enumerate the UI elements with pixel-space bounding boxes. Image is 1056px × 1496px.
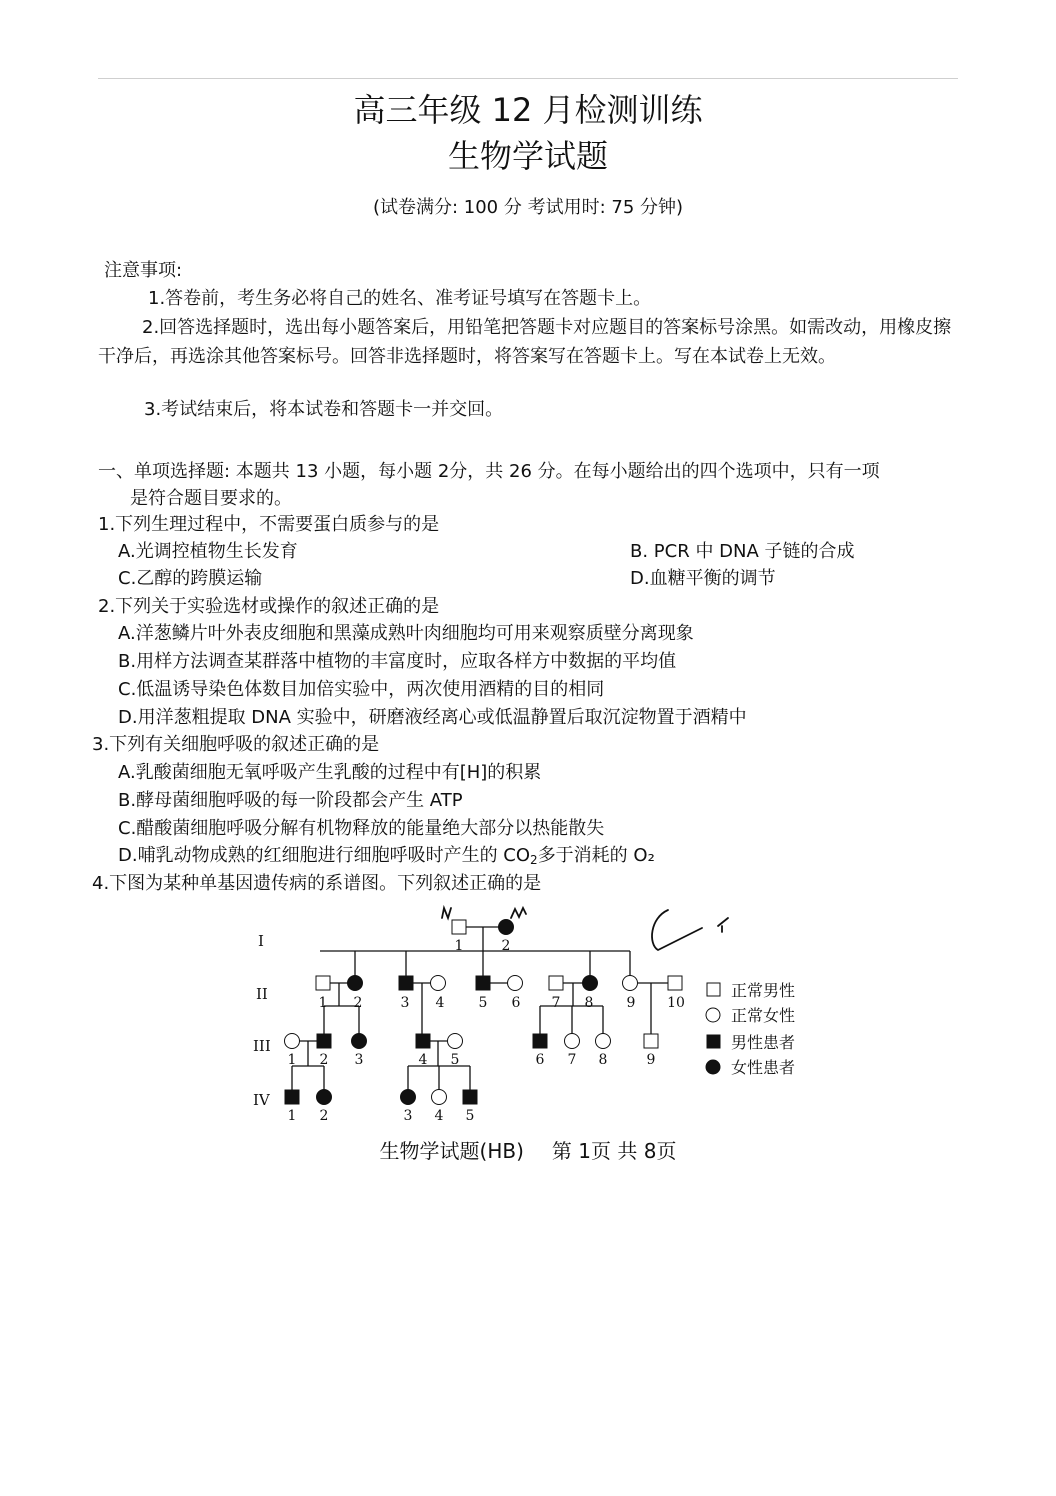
affected-female-symbol	[401, 1090, 416, 1105]
legend-affected-male: 男性患者	[731, 1033, 796, 1052]
option-b: B.酵母菌细胞呼吸的每一阶段都会产生 ATP	[118, 790, 463, 811]
footer-page-number: 第 1页 共 8页	[551, 1139, 677, 1163]
individual-number: 7	[551, 995, 561, 1011]
legend-normal-male-icon	[707, 983, 720, 996]
individual-number: 9	[646, 1052, 656, 1068]
individual-number: 5	[450, 1052, 460, 1068]
affected-female-symbol	[317, 1090, 332, 1105]
generation-label: III	[253, 1037, 271, 1055]
affected-male-symbol	[533, 1034, 547, 1048]
individual-number: 9	[626, 995, 636, 1011]
individual-number: 1	[287, 1052, 297, 1068]
individual-number: 3	[403, 1108, 413, 1124]
option-a: A.洋葱鳞片叶外表皮细胞和黑藻成熟叶肉细胞均可用来观察质壁分离现象	[118, 623, 694, 644]
generation-label: I	[258, 932, 264, 950]
individual-number: 6	[535, 1052, 545, 1068]
individual-number: 5	[465, 1108, 475, 1124]
individual-number: 1	[318, 995, 328, 1011]
page-footer	[0, 1138, 1056, 1164]
normal-female-symbol	[431, 976, 446, 991]
generation-label: II	[256, 985, 268, 1003]
individual-number: 1	[454, 938, 464, 954]
affected-male-symbol	[416, 1034, 430, 1048]
individual-number: 2	[353, 995, 363, 1011]
option-a: A.乳酸菌细胞无氧呼吸产生乳酸的过程中有[H]的积累	[118, 762, 542, 783]
exam-info: (试卷满分: 100 分 考试用时: 75 分钟)	[372, 197, 684, 218]
individual-number: 2	[319, 1108, 329, 1124]
affected-male-symbol	[476, 976, 490, 990]
notice-item-1: 1.答卷前，考生务必将自己的姓名、准考证号填写在答题卡上。	[148, 288, 652, 309]
option-c: C.乙醇的跨膜运输	[118, 568, 263, 589]
footer-subject: 生物学试题(HB)	[379, 1139, 524, 1163]
individual-number: 3	[400, 995, 410, 1011]
individual-number: 2	[319, 1052, 329, 1068]
question-stem: 3.下列有关细胞呼吸的叙述正确的是	[92, 734, 380, 755]
pedigree-chart	[240, 898, 820, 1128]
individual-number: 3	[354, 1052, 364, 1068]
option-d: D.血糖平衡的调节	[630, 568, 776, 589]
normal-female-symbol	[565, 1034, 580, 1049]
legend-affected-female-icon	[706, 1060, 720, 1074]
subscript: 2	[530, 853, 538, 867]
normal-male-symbol	[644, 1034, 658, 1048]
normal-male-symbol	[549, 976, 563, 990]
normal-male-symbol	[316, 976, 330, 990]
section-heading: 一、单项选择题: 本题共 13 小题，每小题 2分，共 26 分。在每小题给出的四个选项中，只有一项	[98, 461, 880, 482]
question-stem: 2.下列关于实验选材或操作的叙述正确的是	[98, 596, 440, 617]
normal-female-symbol	[596, 1034, 611, 1049]
handwritten-marks	[442, 908, 728, 950]
option-d-text-end: 多于消耗的 O₂	[537, 845, 655, 866]
individual-number: 5	[478, 995, 488, 1011]
individual-number: 7	[567, 1052, 577, 1068]
individual-number: 6	[511, 995, 521, 1011]
generation-label: IV	[253, 1091, 270, 1109]
affected-female-symbol	[583, 976, 598, 991]
question-stem: 4.下图为某种单基因遗传病的系谱图。下列叙述正确的是	[92, 873, 542, 894]
section-heading-cont: 是符合题目要求的。	[130, 488, 292, 509]
legend-normal-male: 正常男性	[731, 981, 796, 1000]
legend-normal-female: 正常女性	[731, 1006, 796, 1025]
option-d	[118, 843, 655, 873]
notice-heading: 注意事项:	[104, 260, 183, 281]
option-b: B. PCR 中 DNA 子链的合成	[630, 541, 855, 562]
subject-title: 生物学试题	[447, 137, 608, 175]
normal-female-symbol	[432, 1090, 447, 1105]
normal-female-symbol	[285, 1034, 300, 1049]
affected-female-symbol	[499, 920, 514, 935]
individual-number: 8	[598, 1052, 608, 1068]
individual-number: 4	[418, 1052, 428, 1068]
legend-affected-male-icon	[707, 1035, 720, 1048]
option-c: C.醋酸菌细胞呼吸分解有机物释放的能量绝大部分以热能散失	[118, 818, 605, 839]
normal-female-symbol	[508, 976, 523, 991]
individual-number: 10	[667, 995, 685, 1011]
individual-number: 8	[584, 995, 594, 1011]
affected-male-symbol	[463, 1090, 477, 1104]
question-stem: 1.下列生理过程中，不需要蛋白质参与的是	[98, 514, 440, 535]
notice-item-2: 2.回答选择题时，选出每小题答案后，用铅笔把答题卡对应题目的答案标号涂黑。如需改动，用橡皮擦干净后，再选涂其他答案标号。回答非选择题时，将答案写在答题卡上。写在本试卷上无效。	[98, 317, 952, 367]
legend-normal-female-icon	[706, 1008, 720, 1022]
option-a: A.光调控植物生长发育	[118, 541, 298, 562]
notice-item-3: 3.考试结束后，将本试卷和答题卡一并交回。	[144, 399, 504, 420]
individual-number: 2	[501, 938, 511, 954]
option-b: B.用样方法调查某群落中植物的丰富度时，应取各样方中数据的平均值	[118, 651, 677, 672]
legend-affected-female: 女性患者	[731, 1058, 796, 1077]
individual-number: 1	[287, 1108, 297, 1124]
affected-male-symbol	[399, 976, 413, 990]
affected-male-symbol	[285, 1090, 299, 1104]
exam-title: 高三年级 12 月检测训练	[353, 91, 703, 129]
individual-number: 4	[434, 1108, 444, 1124]
option-d: D.用洋葱粗提取 DNA 实验中，研磨液经离心或低温静置后取沉淀物置于酒精中	[118, 707, 747, 728]
option-c: C.低温诱导染色体数目加倍实验中，两次使用酒精的目的相同	[118, 679, 605, 700]
normal-female-symbol	[623, 976, 638, 991]
affected-female-symbol	[348, 976, 363, 991]
option-d-text: D.哺乳动物成熟的红细胞进行细胞呼吸时产生的 CO	[118, 845, 531, 866]
normal-male-symbol	[668, 976, 682, 990]
pedigree-legend	[706, 981, 795, 1077]
normal-male-symbol	[452, 920, 466, 934]
individual-number: 4	[435, 995, 445, 1011]
affected-male-symbol	[317, 1034, 331, 1048]
affected-female-symbol	[352, 1034, 367, 1049]
normal-female-symbol	[448, 1034, 463, 1049]
top-rule	[98, 78, 958, 79]
